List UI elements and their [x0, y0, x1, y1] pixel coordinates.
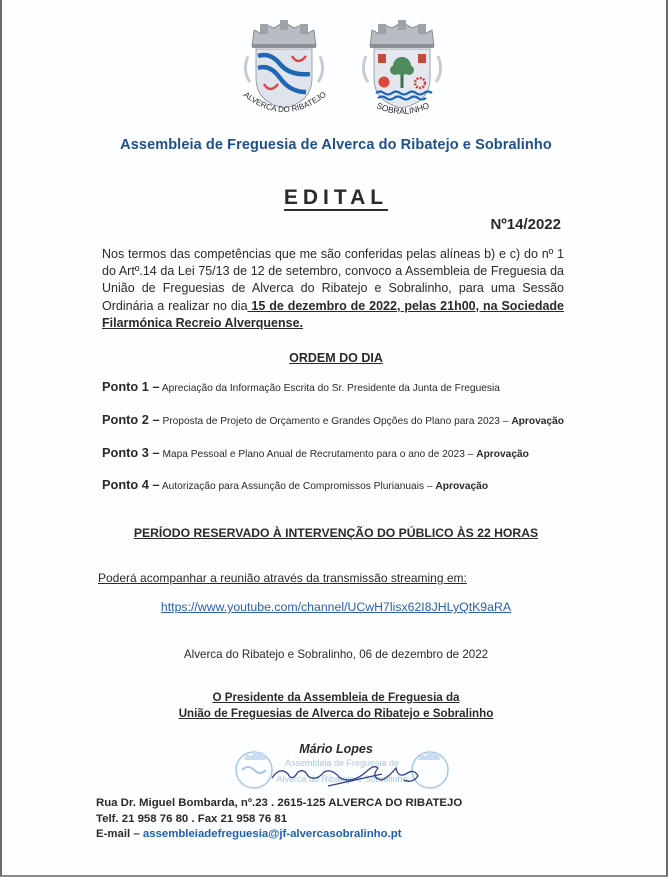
footer-email-link[interactable]: assembleiadefreguesia@jf-alvercasobralinho.pt [142, 828, 402, 840]
meeting-date-location: 15 de dezembro de 2022, pelas 21h00, na Sociedade Filarmónica Recreio Alverquense. [102, 298, 564, 330]
footer-phone-fax: Telf. 21 958 76 80 . Fax 21 958 76 81 [96, 812, 288, 825]
agenda-item-status: Aprovação [511, 416, 564, 427]
contact-footer [96, 796, 462, 843]
mural-crown-icon [252, 20, 316, 48]
agenda-item-status: Aprovação [435, 481, 489, 492]
alverca-crest-logo [234, 16, 334, 126]
convocation-text: Nos termos das competências que me são conferidas pelas alíneas b) e c) do nº 1 do Artº.14 da Lei 75/13 de 12 de setembro, convoco a Assembleia de Freguesia da União de Freguesias de Alverca do Ribatejo e Sobralinho, para uma Sessão Ordinária a realizar no dia [102, 247, 564, 313]
agenda-item-label: Ponto 4 – [102, 477, 160, 492]
svg-text:ALVERCA DO RIBATEJO: ALVERCA DO RIBATEJO [242, 89, 328, 115]
agenda-item [102, 412, 564, 427]
agenda-item-label: Ponto 3 – [102, 445, 160, 460]
public-period-heading: PERÍODO RESERVADO À INTERVENÇÃO DO PÚBLICO ÀS 22 HORAS [133, 526, 539, 540]
stamp-text-line1: Assembleia de Freguesia de [284, 758, 400, 768]
streaming-intro: Poderá acompanhar a reunião através da transmissão streaming em: [98, 571, 467, 585]
streaming-link[interactable]: https://www.youtube.com/channel/UCwH7lisx62I8JHLyQtK9aRA [160, 600, 512, 614]
agenda-item-status: Aprovação [476, 449, 529, 460]
agenda-item [102, 445, 529, 460]
organization-title: Assembleia de Freguesia de Alverca do Ribatejo e Sobralinho [120, 137, 552, 153]
signatory-title-line1: O Presidente da Assembleia de Freguesia da [212, 691, 460, 704]
mural-crown-icon [370, 20, 434, 48]
agenda-item [102, 477, 488, 492]
footer-address: Rua Dr. Miguel Bombarda, nº.23 . 2615-125 ALVERCA DO RIBATEJO [96, 797, 463, 809]
agenda-item-text: Apreciação da Informação Escrita do Sr. Presidente da Junta de Freguesia [161, 383, 500, 394]
footer-email-label: E-mail – [96, 828, 143, 840]
signatory-title-line2: União de Freguesias de Alverca do Ribatejo e Sobralinho [178, 707, 494, 720]
document-title [2, 186, 668, 210]
svg-text:SOBRALINHO: SOBRALINHO [375, 100, 431, 117]
agenda-title: ORDEM DO DIA [289, 351, 383, 365]
document-title-text: EDITAL [283, 186, 389, 209]
agenda-item-text: Autorização para Assunção de Compromissos Plurianuais – [161, 481, 433, 492]
agenda-item-text: Proposta de Projeto de Orçamento e Grandes Opções do Plano para 2023 – [162, 416, 509, 427]
agenda-item-label: Ponto 1 – [102, 379, 160, 394]
agenda-item-text: Mapa Pessoal e Plano Anual de Recrutamento para o ano de 2023 – [162, 449, 474, 460]
sobralinho-crest-logo [352, 16, 452, 126]
agenda-item-label: Ponto 2 – [102, 412, 160, 427]
place-and-date: Alverca do Ribatejo e Sobralinho, 06 de dezembro de 2022 [183, 648, 489, 661]
signatory-name: Mário Lopes [299, 742, 373, 756]
signatory-title [2, 690, 668, 722]
document-number: Nº14/2022 [490, 216, 561, 233]
stamp-text-line2: Alverca do Ribatejo e Sobralinho [276, 774, 408, 784]
agenda-item [102, 379, 500, 394]
footer-email-row [96, 827, 462, 843]
convocation-paragraph [102, 246, 564, 332]
